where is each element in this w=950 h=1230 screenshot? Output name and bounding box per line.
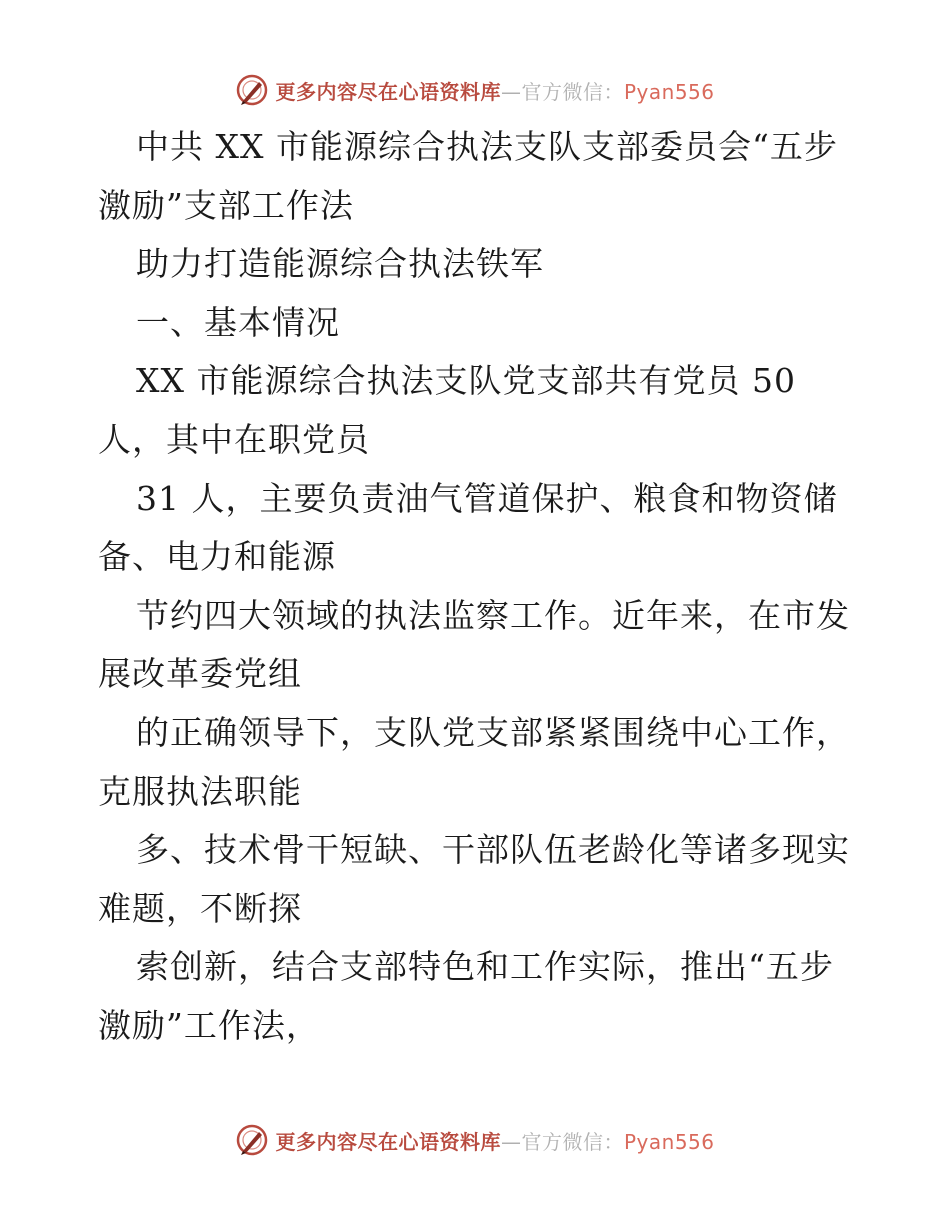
body-line: 节约四大领域的执法监察工作。近年来，在市发	[136, 595, 850, 635]
body-line: 31 人，主要负责油气管道保护、粮食和物资储	[136, 478, 838, 518]
footer-watermark-banner	[0, 1120, 950, 1160]
watermark-main-text: 更多内容尽在心语资料库	[275, 1129, 501, 1154]
body-line: 中共 XX 市能源综合执法支队支部委员会“五步	[136, 127, 838, 166]
watermark-text	[275, 76, 714, 105]
watermark-dash: —	[500, 79, 522, 104]
body-line: 难题，不断探	[98, 888, 302, 928]
body-line: 展改革委党组	[98, 654, 302, 694]
watermark-main-text: 更多内容尽在心语资料库	[275, 79, 501, 104]
header-watermark-banner	[0, 70, 950, 110]
body-line: 激励”支部工作法	[98, 185, 354, 225]
body-line: XX 市能源综合执法支队党支部共有党员 50	[136, 361, 796, 401]
body-line: 多、技术骨干短缺、干部队伍老龄化等诸多现实	[136, 830, 850, 870]
watermark-wechat-label: 官方微信：	[521, 1129, 624, 1154]
watermark-wechat-label: 官方微信：	[521, 79, 624, 104]
section-heading: 一、基本情况	[136, 302, 340, 342]
watermark-dash: —	[500, 1129, 522, 1154]
body-line: 人，其中在职党员	[98, 419, 370, 459]
pen-logo-icon	[235, 73, 269, 107]
body-line: 索创新，结合支部特色和工作实际，推出“五步	[136, 947, 834, 987]
pen-logo-icon	[235, 1123, 269, 1157]
body-line: 克服执法职能	[98, 771, 302, 811]
document-body	[98, 118, 858, 1056]
watermark-wechat-id: Pyan556	[623, 1129, 715, 1154]
body-line: 备、电力和能源	[98, 537, 336, 577]
watermark-text	[275, 1126, 714, 1155]
watermark-wechat-id: Pyan556	[623, 79, 715, 104]
body-line: 的正确领导下，支队党支部紧紧围绕中心工作，	[136, 712, 850, 752]
body-line: 助力打造能源综合执法铁军	[136, 244, 544, 284]
body-line: 激励”工作法，	[98, 1005, 320, 1045]
